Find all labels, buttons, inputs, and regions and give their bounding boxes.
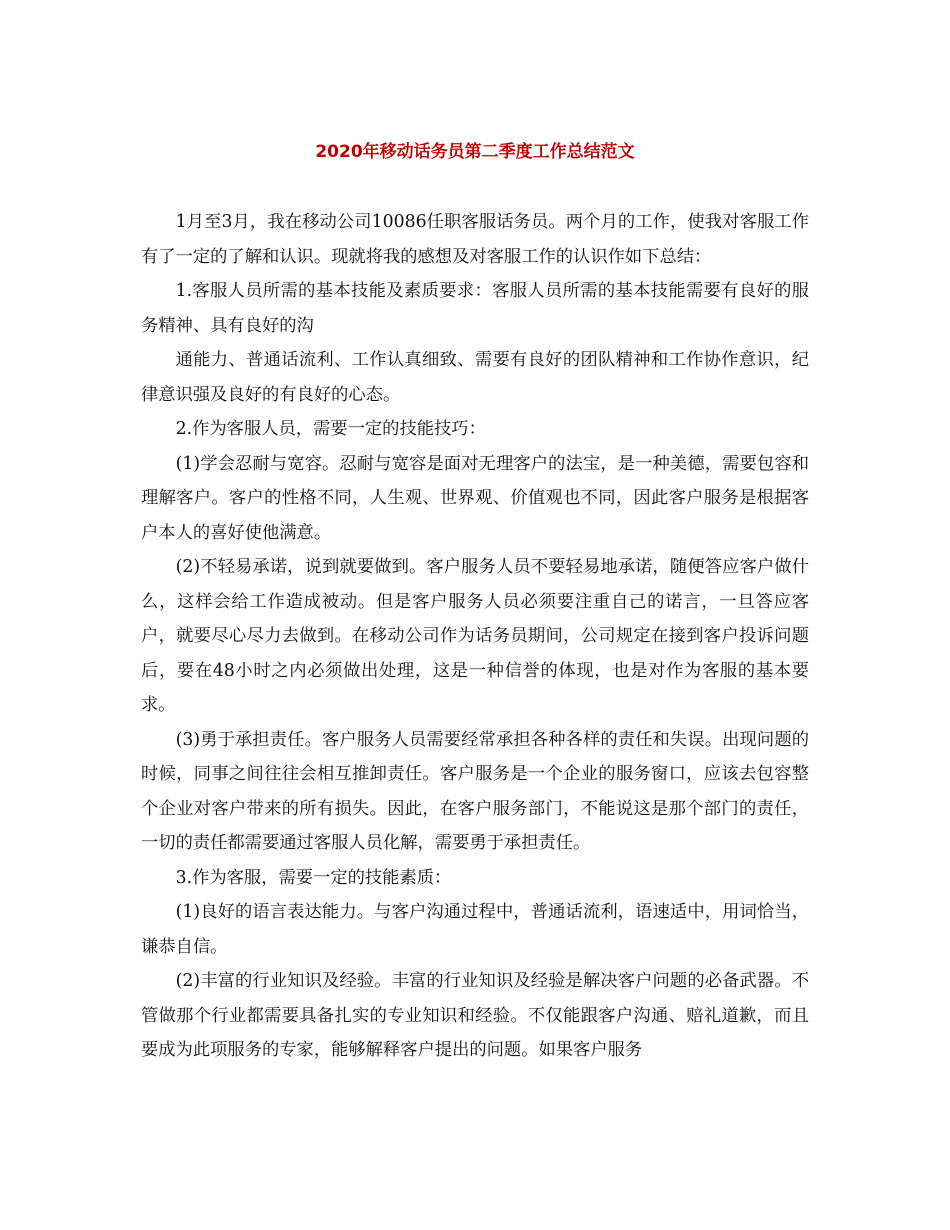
paragraph-qualities-heading: 3.作为客服，需要一定的技能素质： (175, 867, 452, 888)
paragraph-intro: 1月至3月，我在移动公司10086任职客服话务员。两个月的工作，使我对客服工作有了一定的了解和认识。现就将我的感想及对客服工作的认识作如下总结： (141, 212, 809, 267)
paragraph-promise: (2)不轻易承诺，说到就要做到。客户服务人员不要轻易地承诺，随便答应客户做什么，这样会给工作造成被动。但是客户服务人员必须要注重自己的诺言，一旦答应客户，就要尽心尽力去做到。在移动公司作为话务员期间，公司规定在接到客户投诉问题后，要在48小时之内必须做出处理，这是一种信誉的体现，也是对作为客服的基本要求。 (141, 557, 809, 715)
paragraph-language: (1)良好的语言表达能力。与客户沟通过程中，普通话流利，语速适中，用词恰当，谦恭自信。 (141, 902, 809, 957)
paragraph-knowledge: (2)丰富的行业知识及经验。丰富的行业知识及经验是解决客户问题的必备武器。不管做那个行业都需要具备扎实的专业知识和经验。不仅能跟客户沟通、赔礼道歉，而且要成为此项服务的专家，能够解释客户提出的问题。如果客户服务 (141, 971, 809, 1060)
paragraph-patience: (1)学会忍耐与宽容。忍耐与宽容是面对无理客户的法宝，是一种美德，需要包容和理解客户。客户的性格不同，人生观、世界观、价值观也不同，因此客户服务是根据客户本人的喜好使他满意。 (141, 453, 809, 543)
paragraph-techniques-heading: 2.作为客服人员，需要一定的技能技巧： (175, 419, 486, 439)
paragraph-skills-heading: 1.客服人员所需的基本技能及素质要求：客服人员所需的基本技能需要有良好的服务精神、具有良好的沟 (141, 281, 809, 336)
document-body (141, 205, 809, 1068)
document-title: 2020年移动话务员第二季度工作总结范文 (315, 142, 635, 162)
paragraph-responsibility: (3)勇于承担责任。客户服务人员需要经常承担各种各样的责任和失误。出现问题的时候，同事之间往往会相互推卸责任。客户服务是一个企业的服务窗口，应该去包容整个企业对客户带来的所有损失。因此，在客户服务部门，不能说这是那个部门的责任，一切的责任都需要通过客服人员化解，需要勇于承担责任。 (141, 729, 809, 853)
paragraph-skills-continued: 通能力、普通话流利、工作认真细致、需要有良好的团队精神和工作协作意识，纪律意识强及良好的有良好的心态。 (141, 350, 809, 405)
